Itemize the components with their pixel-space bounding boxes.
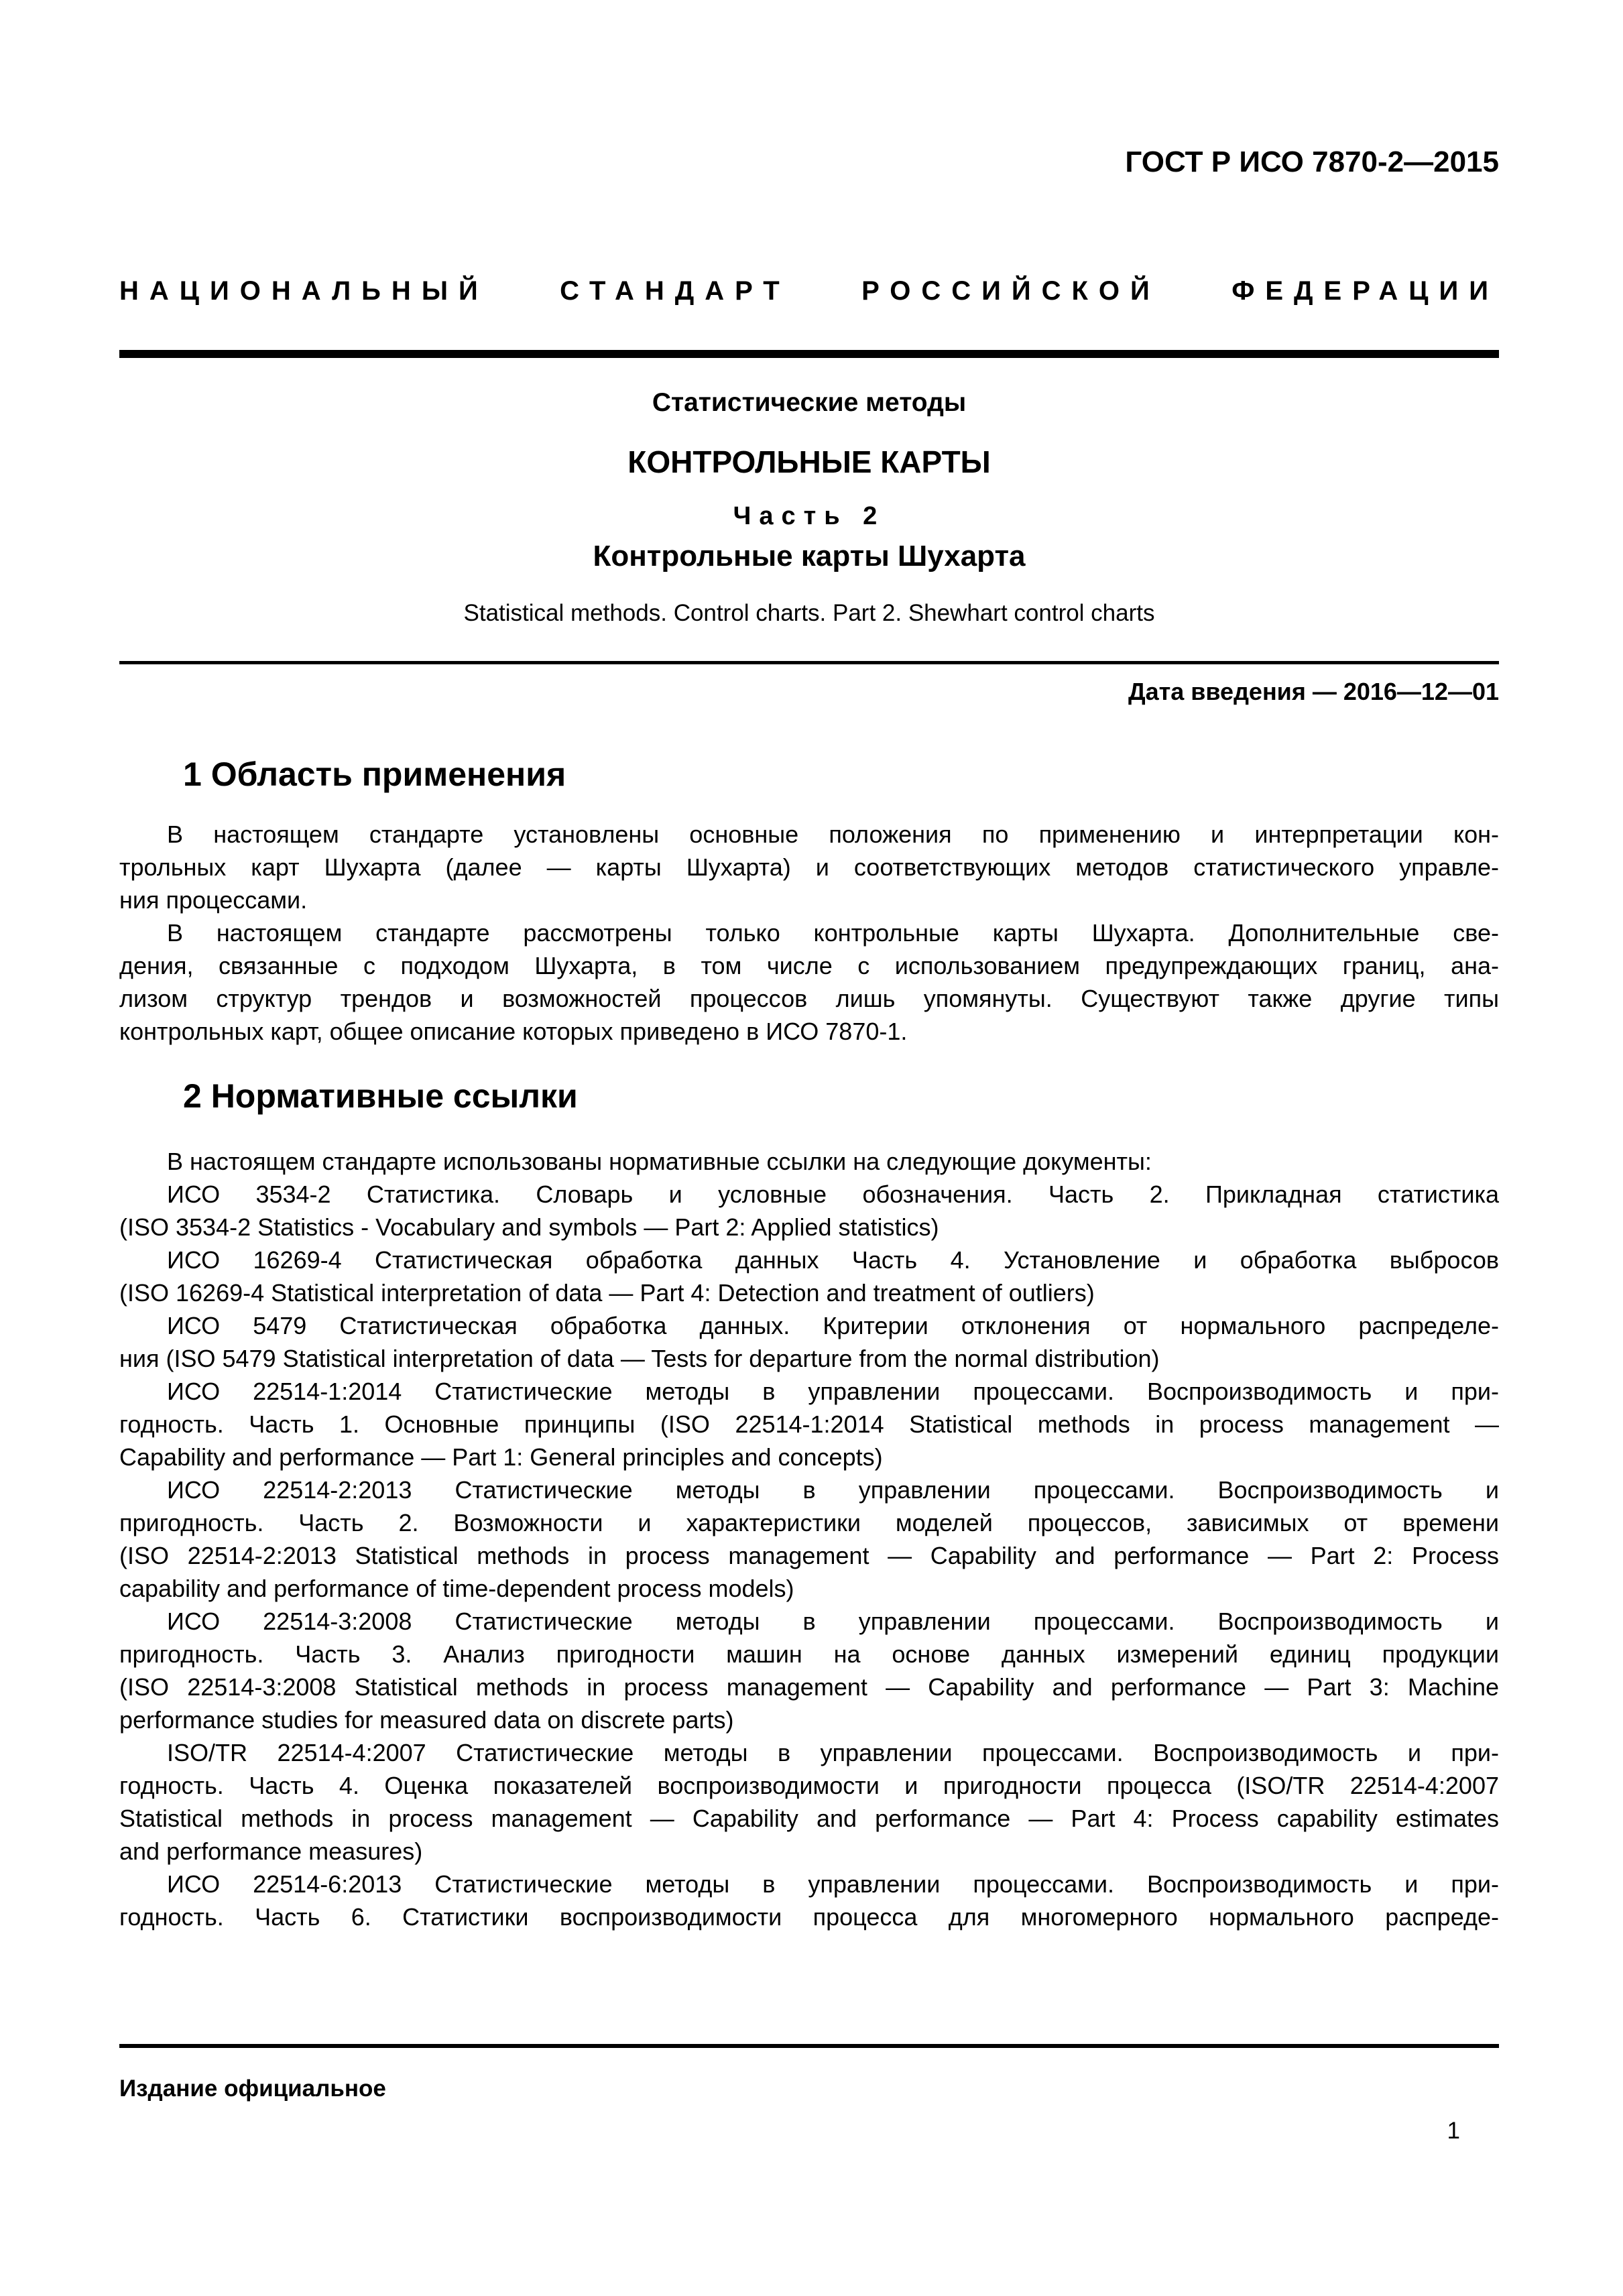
body-line: performance studies for measured data on discrete parts) [119,1706,734,1734]
body-line: трольных карт Шухарта (далее — карты Шухарта) и соответствующих методов статистического управле- [119,853,1499,881]
body-line: ИСО 22514-1:2014 Статистические методы в управлении процессами. Воспроизводимость и при- [167,1378,1499,1405]
body-line: ИСО 16269-4 Статистическая обработка данных Часть 4. Установление и обработка выбросов [167,1246,1499,1274]
body-line: (ISO 16269-4 Statistical interpretation of data — Part 4: Detection and treatment of outliers) [119,1279,1095,1307]
body-line: ИСО 5479 Статистическая обработка данных. Критерии отклонения от нормального распределе- [167,1312,1499,1339]
doc-part-title: Контрольные карты Шухарта [593,540,1026,572]
header-divider-bar [119,350,1499,358]
body-line: ИСО 22514-3:2008 Статистические методы в управлении процессами. Воспроизводимость и [167,1608,1499,1635]
body-line: Statistical methods in process management — Capability and performance — Part 4: Process capability estimates [119,1805,1499,1832]
body-line: пригодность. Часть 2. Возможности и характеристики моделей процессов, зависимых от времени [119,1509,1499,1536]
body-paragraph [119,1309,1499,1375]
body-line: capability and performance of time-dependent process models) [119,1575,794,1602]
doc-number: ГОСТ Р ИСО 7870-2—2015 [1125,145,1499,178]
section-heading: 1 Область применения [183,756,566,793]
body-line: (ISO 22514-2:2013 Statistical methods in process management — Capability and performance — Part 2: Process [119,1542,1499,1569]
section-heading: 2 Нормативные ссылки [183,1077,578,1115]
body-paragraph [119,1473,1499,1605]
national-standard-title [119,275,1499,307]
body-line: (ISO 3534-2 Statistics - Vocabulary and symbols — Part 2: Applied statistics) [119,1213,939,1241]
body-line: В настоящем стандарте использованы нормативные ссылки на следующие документы: [167,1148,1152,1175]
body-line: контрольных карт, общее описание которых приведено в ИСО 7870-1. [119,1018,908,1045]
section-body [119,818,1499,1048]
body-line: годность. Часть 4. Оценка показателей воспроизводимости и пригодности процесса (ISO/TR 22514-4:2007 [119,1772,1499,1799]
body-paragraph [119,1178,1499,1244]
body-line: В настоящем стандарте рассмотрены только контрольные карты Шухарта. Дополнительные све- [167,919,1499,947]
document-body [119,755,1499,1933]
doc-subject-title: Статистические методы [652,388,967,417]
section-body [119,1145,1499,1933]
body-line: ИСО 22514-6:2013 Статистические методы в управлении процессами. Воспроизводимость и при- [167,1870,1499,1898]
national-standard-word: РОССИЙСКОЙ [861,276,1160,306]
body-line: ИСО 3534-2 Статистика. Словарь и условные обозначения. Часть 2. Прикладная статистика [167,1181,1499,1208]
national-standard-word: ФЕДЕРАЦИИ [1231,276,1499,306]
body-line: ния процессами. [119,886,308,914]
page-number: 1 [1447,2118,1460,2144]
body-paragraph [119,1605,1499,1736]
body-paragraph [119,916,1499,1048]
footer-divider [119,2044,1499,2048]
body-line: ИСО 22514-2:2013 Статистические методы в управлении процессами. Воспроизводимость и [167,1476,1499,1504]
national-standard-word: СТАНДАРТ [560,276,790,306]
body-paragraph [119,1868,1499,1933]
body-line: (ISO 22514-3:2008 Statistical methods in process management — Capability and performance — Part 3: Machine [119,1673,1499,1701]
body-line: Capability and performance — Part 1: General principles and concepts) [119,1443,883,1471]
body-line: В настоящем стандарте установлены основные положения по применению и интерпретации кон- [167,821,1499,848]
national-standard-word: НАЦИОНАЛЬНЫЙ [119,276,489,306]
body-line: ISO/TR 22514-4:2007 Статистические методы в управлении процессами. Воспроизводимость и при- [167,1739,1499,1766]
doc-part-label: Часть 2 [733,502,886,530]
body-line: ния (ISO 5479 Statistical interpretation of data — Tests for departure from the normal distribution) [119,1345,1160,1372]
effective-date: Дата введения — 2016—12—01 [1128,678,1499,705]
official-edition-note: Издание официальное [119,2075,386,2102]
body-paragraph [119,1244,1499,1309]
body-line: годность. Часть 6. Статистики воспроизводимости процесса для многомерного нормального распреде- [119,1903,1499,1931]
body-paragraph [119,1145,1499,1178]
body-paragraph [119,818,1499,916]
body-line: пригодность. Часть 3. Анализ пригодности машин на основе данных измерений единиц продукции [119,1640,1499,1668]
doc-main-title: КОНТРОЛЬНЫЕ КАРТЫ [627,444,991,479]
title-divider [119,661,1499,664]
body-line: лизом структур трендов и возможностей процессов лишь упомянуты. Существуют также другие типы [119,985,1499,1012]
body-paragraph [119,1736,1499,1868]
body-line: дения, связанные с подходом Шухарта, в том числе с использованием предупреждающих границ, ана- [119,952,1499,979]
body-line: and performance measures) [119,1837,423,1865]
body-line: годность. Часть 1. Основные принципы (ISO 22514-1:2014 Statistical methods in process management — [119,1410,1499,1438]
doc-title-english: Statistical methods. Control charts. Part 2. Shewhart control charts [463,600,1155,626]
body-paragraph [119,1375,1499,1473]
